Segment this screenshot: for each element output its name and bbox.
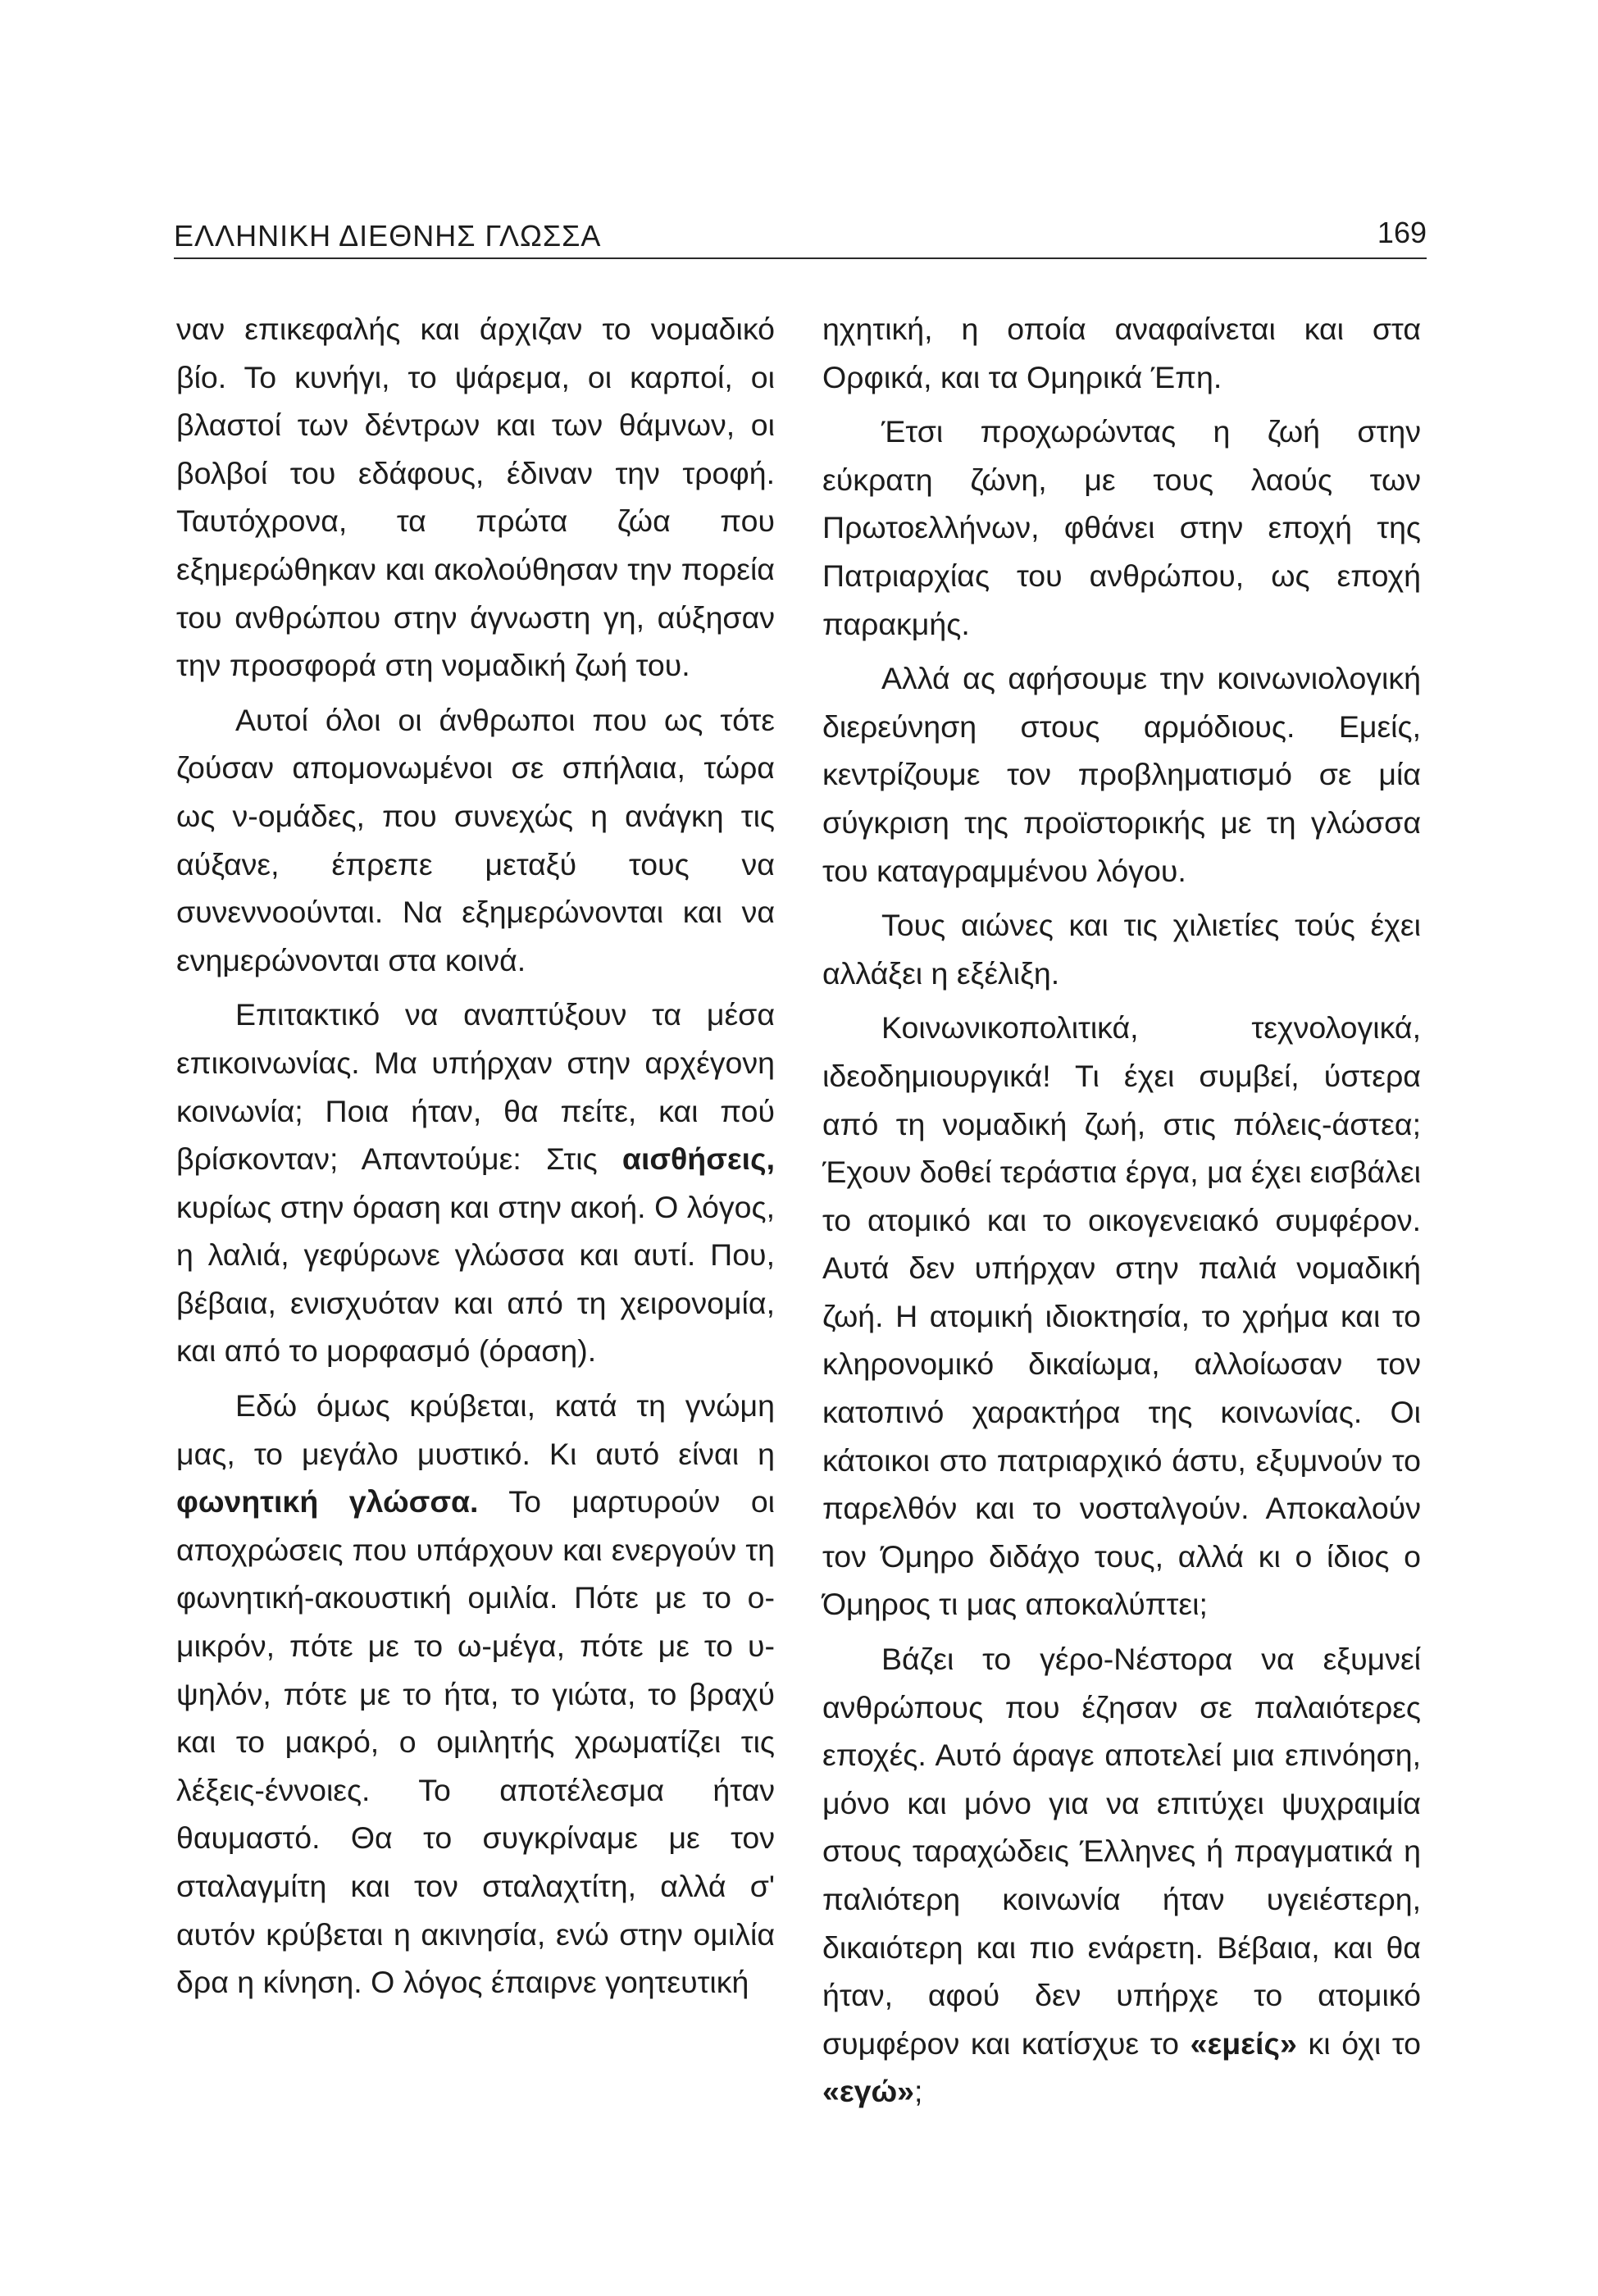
bold-term: φωνητική γλώσσα. bbox=[176, 1484, 479, 1519]
paragraph-text: ; bbox=[914, 2074, 923, 2109]
paragraph: Αλλά ας αφήσουμε την κοινωνιολογική διερεύνηση στους αρμόδιους. Εμείς, κεντρίζουμε τον προβληματισμό σε μία σύγκριση της προϊστορικής με τη γλώσσα του καταγραμμένου λόγου. bbox=[822, 661, 1421, 888]
paragraph bbox=[176, 991, 775, 1375]
paragraph: Αυτοί όλοι οι άνθρωποι που ως τότε ζούσαν απομονωμένοι σε σπήλαια, τώρα ως ν-ομάδες, που συνεχώς η ανάγκη τις αύξανε, έπρεπε μεταξύ τους να συνεννοούνται. Να εξημερώνονται και να ενημερώνονται στα κοινά. bbox=[176, 702, 775, 977]
paragraph: Έτσι προχωρώντας η ζωή στην εύκρατη ζώνη, με τους λαούς των Πρωτοελλήνων, φθάνει στην εποχή της Πατριαρχίας του ανθρώπου, ως εποχή παρακμής. bbox=[822, 414, 1421, 641]
running-title: ΕΛΛΗΝΙΚΗ ΔΙΕΘΝΗΣ ΓΛΩΣΣΑ bbox=[174, 219, 602, 253]
paragraph bbox=[822, 1635, 1421, 2116]
paragraph: Τους αιώνες και τις χιλιετίες τούς έχει αλλάξει η εξέλιξη. bbox=[822, 908, 1421, 991]
left-column bbox=[176, 305, 775, 2013]
paragraph: ναν επικεφαλής και άρχιζαν το νομαδικό βίο. Το κυνήγι, το ψάρεμα, οι καρποί, οι βλαστοί των δέντρων και των θάμνων, οι βολβοί του εδάφους, έδιναν την τροφή. Ταυτόχρονα, τα πρώτα ζώα που εξημερώθηκαν και ακολούθησαν την πορεία του ανθρώπου στην άγνωστη γη, αύξησαν την προσφορά στη νομαδική ζωή του. bbox=[176, 312, 775, 683]
running-head bbox=[174, 210, 1427, 259]
page-number: 169 bbox=[1377, 216, 1427, 249]
paragraph-text: κι όχι το bbox=[1296, 2025, 1421, 2061]
paragraph: Κοινωνικοπολιτικά, τεχνολογικά, ιδεοδημιουργικά! Τι έχει συμβεί, ύστερα από τη νομαδική ζωή, στις πόλεις-άστεα; Έχουν δοθεί τεράστια έργα, μα έχει εισβάλει το ατομικό και το οικογενειακό συμφέρον. Αυτά δεν υπήρχαν στην παλιά νομαδική ζωή. Η ατομική ιδιοκτησία, το χρήμα και το κληρονομικό δικαίωμα, αλλοίωσαν τον κατοπινό χαρακτήρα της κοινωνίας. Οι κάτοικοι στο πατριαρχικό άστυ, εξυμνούν το παρελθόν και το νοσταλγούν. Αποκαλούν τον Όμηρο διδάχο τους, αλλά κι ο ίδιος ο Όμηρος τι μας αποκαλύπτει; bbox=[822, 1010, 1421, 1622]
paragraph-text: Επιτακτικό να αναπτύξουν τα μέσα επικοινωνίας. Μα υπήρχαν στην αρχέγονη κοινωνία; Ποια ήταν, θα πείτε, και πού βρίσκονταν; Απαντούμε: Στις bbox=[176, 997, 775, 1177]
paragraph-text: κυρίως στην όραση και στην ακοή. Ο λόγος, η λαλιά, γεφύρωνε γλώσσα και αυτί. Που, βέβαια, ενισχυόταν και από τη χειρονομία, και από το μορφασμό (όραση). bbox=[176, 1189, 775, 1369]
paragraph: ηχητική, η οποία αναφαίνεται και στα Ορφικά, και τα Ομηρικά Έπη. bbox=[822, 312, 1421, 394]
paragraph bbox=[176, 1382, 775, 2007]
right-column bbox=[822, 305, 1421, 2122]
bold-term: αισθήσεις, bbox=[621, 1141, 775, 1177]
bold-term: «εγώ» bbox=[822, 2074, 915, 2109]
bold-term: «εμείς» bbox=[1190, 2025, 1297, 2061]
paragraph-text: Το μαρτυρούν οι αποχρώσεις που υπάρχουν και ενεργούν τη φωνητική-ακουστική ομιλία. Πότε με το ο-μικρόν, πότε με το ω-μέγα, πότε με το υ-ψηλόν, πότε με το ήτα, το γιώτα, το βραχύ και το μακρό, ο ομιλητής χρωματίζει τις λέξεις-έννοιες. Το αποτέλεσμα ήταν θαυμαστό. Θα το συγκρίναμε με τον σταλαγμίτη και τον σταλαχτίτη, αλλά σ' αυτόν κρύβεται η ακινησία, ενώ στην ομιλία δρα η κίνηση. Ο λόγος έπαιρνε γοητευτική bbox=[176, 1484, 775, 2000]
paragraph-text: Εδώ όμως κρύβεται, κατά τη γνώμη μας, το μεγάλο μυστικό. Κι αυτό είναι η bbox=[176, 1388, 775, 1471]
paragraph-text: Βάζει το γέρο-Νέστορα να εξυμνεί ανθρώπους που έζησαν σε παλαιότερες εποχές. Αυτό άραγε αποτελεί μια επινόηση, μόνο και μόνο για να επιτύχει ψυχραιμία στους ταραχώδεις Έλληνες ή πραγματικά η παλιότερη κοινωνία ήταν υγειέστερη, δικαιότερη και πιο ενάρετη. Βέβαια, και θα ήταν, αφού δεν υπήρχε το ατομικό συμφέρον και κατίσχυε το bbox=[822, 1642, 1421, 2061]
